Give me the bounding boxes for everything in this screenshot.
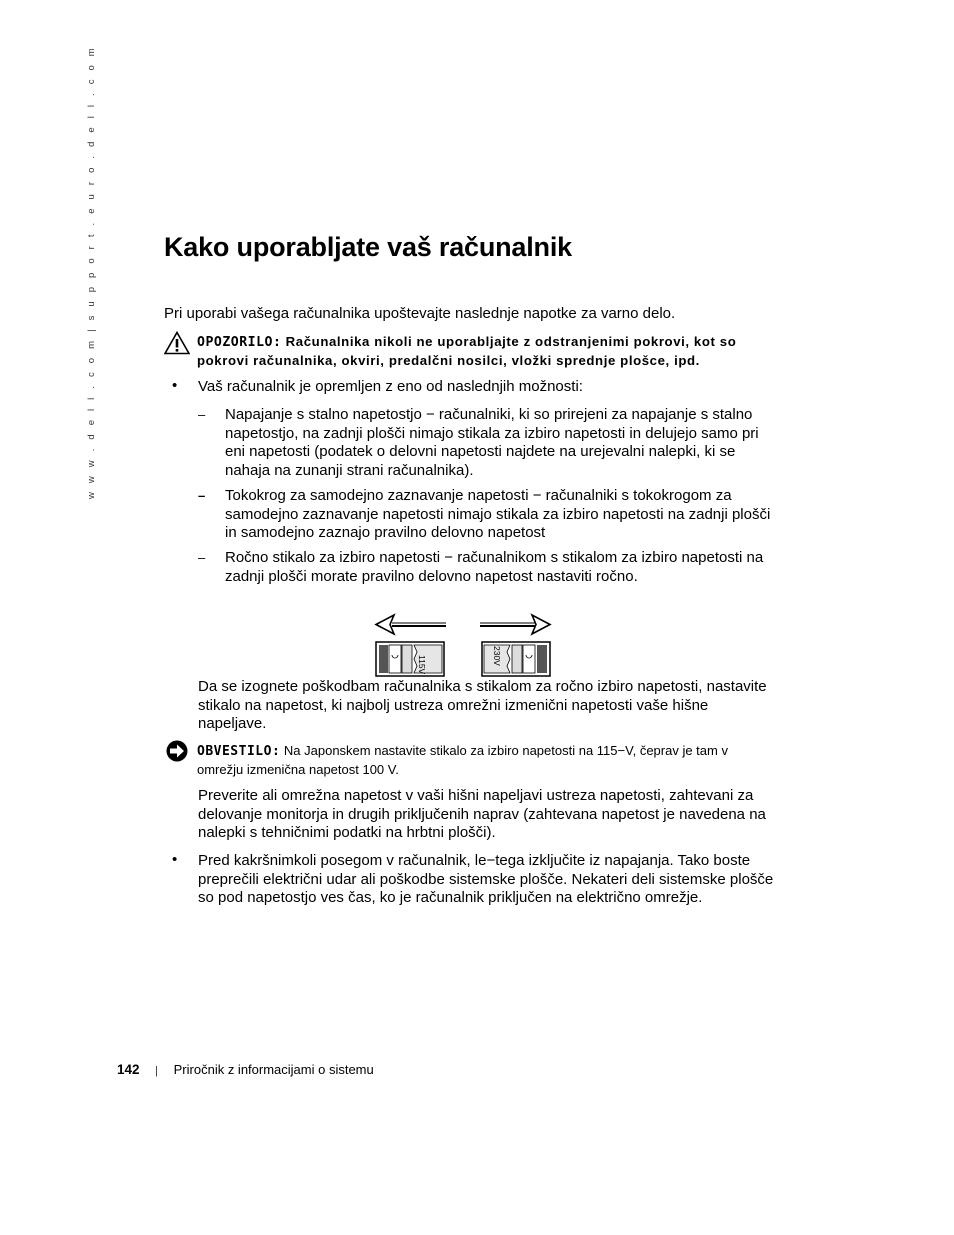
bullet-marker: • <box>172 851 178 868</box>
option-auto-sensing: Tokokrog za samodejno zaznavanje napetosti − računalniki s tokokrogom za samodejno zaznavanje napetosti nimajo stikala za izbiro napetosti na zadnji plošči in samodejno zaznajo pravilno delovno napetost <box>225 487 771 541</box>
arrow-right-icon <box>480 615 550 634</box>
warning-icon <box>164 331 190 355</box>
switch-115v <box>376 642 444 676</box>
voltage-switch-diagram <box>374 610 554 678</box>
footer-separator: | <box>155 1065 159 1077</box>
switch-230v <box>482 642 550 676</box>
switch-note: Da se izognete poškodbam računalnika s stikalom za ročno izbiro napetosti, nastavite stikalo na napetost, ki najbolj ustreza omrežni izmenični napetosti vaše hišne napeljave. <box>198 678 767 732</box>
bullet-options-intro: Vaš računalnik je opremljen z eno od naslednjih možnosti: <box>198 378 583 395</box>
page-number: 142 <box>117 1062 140 1077</box>
arrow-left-icon <box>376 615 446 634</box>
warning-message <box>197 333 777 370</box>
notice-message <box>197 742 777 779</box>
warning-body: Računalnika nikoli ne uporabljajte z odstranjenimi pokrovi, kot so pokrovi računalnika, okviri, predalčni nosilci, vložki sprednje plošce, ipd. <box>197 334 737 368</box>
notice-icon <box>166 740 188 762</box>
bullet-marker: • <box>172 377 178 394</box>
page-footer <box>117 1062 374 1077</box>
intro-text: Pri uporabi vašega računalnika upoštevajte naslednje napotke za varno delo. <box>164 305 676 322</box>
bullet-disconnect-power: Pred kakršnimkoli posegom v računalnik, le−tega izključite iz napajanja. Tako boste preprečili električni udar ali poškodbe sistemske plošče. Nekateri deli sistemske plošče so pod napetostjo ves čas, ko je računalnik priključen na električno omrežje. <box>198 852 774 906</box>
notice-label: OBVESTILO: <box>197 744 281 759</box>
dash-marker: – <box>198 407 206 422</box>
dash-marker: – <box>198 550 206 565</box>
dash-marker: – <box>198 488 206 503</box>
side-url: w w w . d e l l . c o m | s u p p o r t . e u r o . d e l l . c o m <box>86 45 97 499</box>
option-fixed-voltage: Napajanje s stalno napetostjo − računalniki, ki so prirejeni za napajanje s stalno napetostjo, na zadnji plošči nimajo stikala za izbiro napetosti in delujejo samo pri eni napetosti (podatek o delovni napetosti najdete na urejevalni nalepki, ki se nahaja na zunanji strani računalnika). <box>225 406 759 479</box>
warning-label: OPOZORILO: <box>197 335 282 350</box>
page-title: Kako uporabljate vaš računalnik <box>164 232 572 262</box>
document-title: Priročnik z informacijami o sistemu <box>173 1062 374 1077</box>
option-manual-switch: Ročno stikalo za izbiro napetosti − računalnikom s stikalom za izbiro napetosti na zadnji plošči morate pravilno delovno napetost nastaviti ročno. <box>225 549 764 585</box>
label-230v: 230V <box>492 646 502 666</box>
notice-body: Na Japonskem nastavite stikalo za izbiro napetosti na 115−V, čeprav je tam v omrežju izmenična napetost 100 V. <box>197 743 728 777</box>
check-note: Preverite ali omrežna napetost v vaši hišni napeljavi ustreza napetosti, zahtevani za delovanje monitorja in drugih priključenih naprav (zahtevana napetost je navedena na nalepki s tehničnimi podatki na hrbtni plošči). <box>198 787 766 841</box>
label-115v: 115V <box>417 655 427 675</box>
